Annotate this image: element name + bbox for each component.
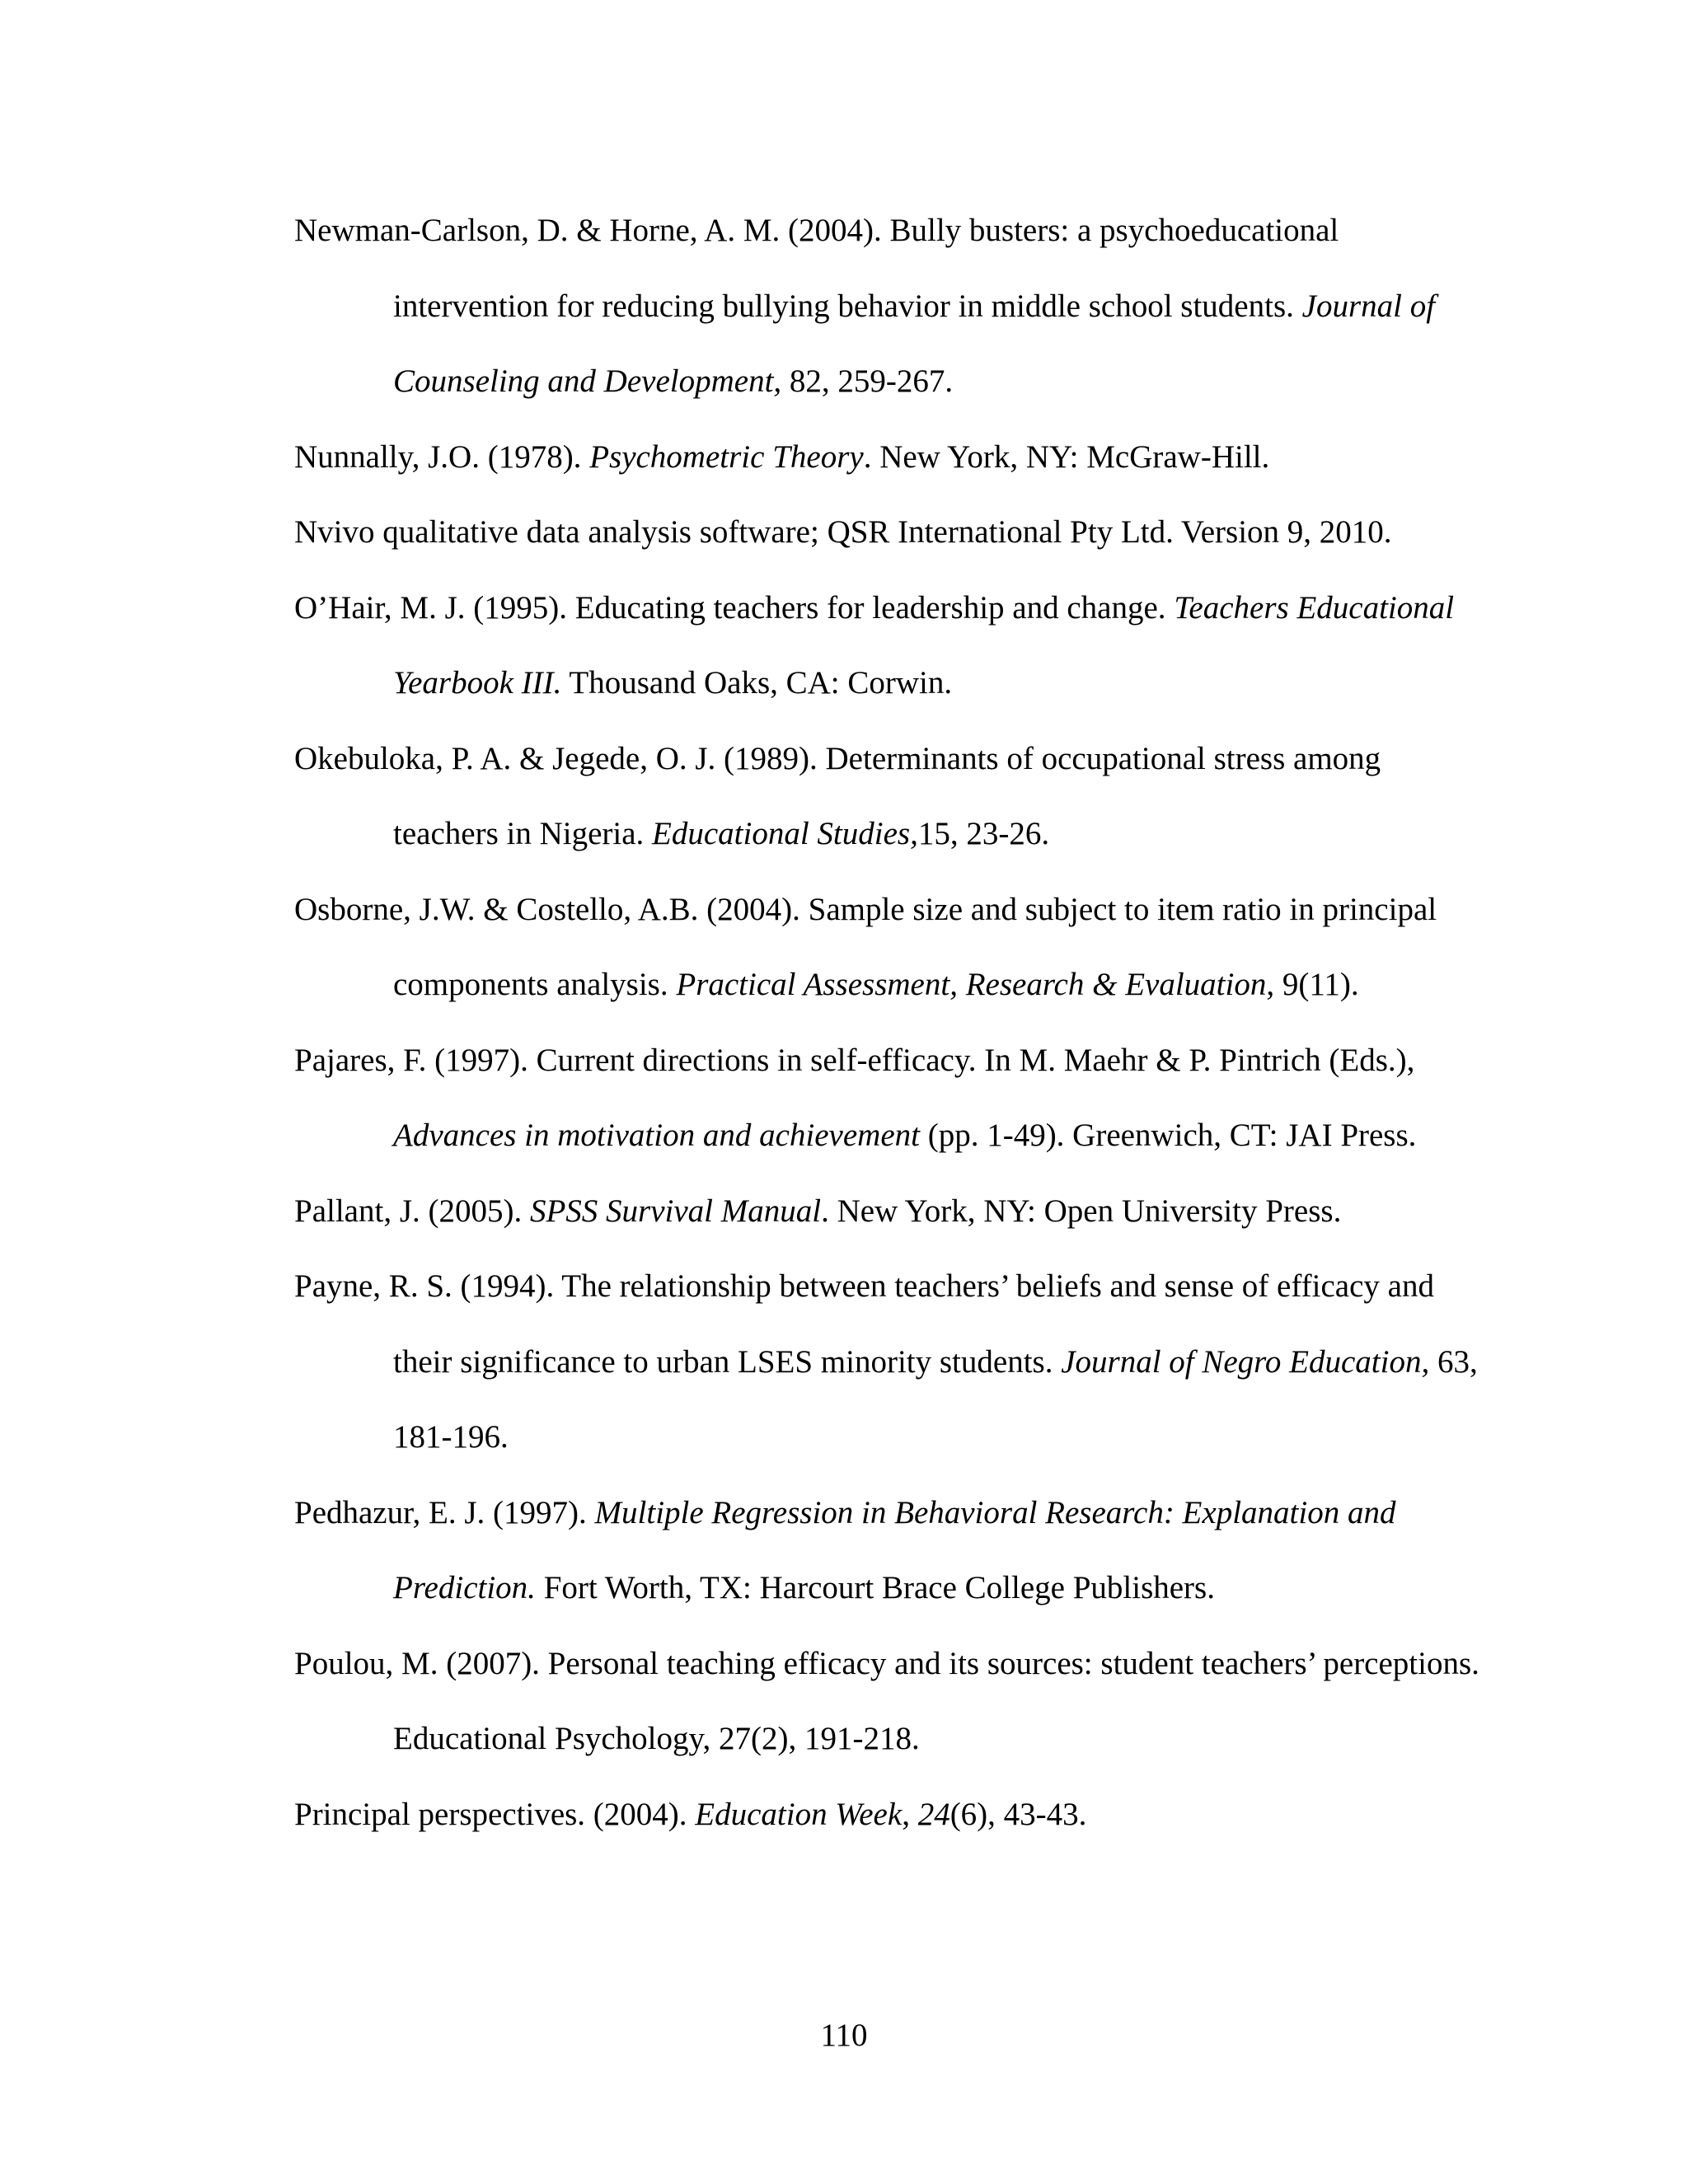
reference-text: . New York, NY: McGraw-Hill. bbox=[863, 438, 1270, 475]
reference-entry bbox=[294, 1777, 1481, 1853]
reference-entry bbox=[294, 721, 1481, 872]
reference-italic-text: Educational Studies, bbox=[652, 816, 918, 851]
reference-text: Pedhazur, E. J. (1997). bbox=[294, 1494, 595, 1530]
reference-text: Thousand Oaks, CA: Corwin. bbox=[561, 665, 953, 701]
reference-entry bbox=[294, 1475, 1481, 1626]
reference-text: 82, 259-267. bbox=[781, 363, 954, 399]
reference-italic-text: Practical Assessment, Research & Evaluation bbox=[676, 967, 1267, 1002]
reference-entry bbox=[294, 1023, 1481, 1174]
reference-text: Pajares, F. (1997). Current directions in self-efficacy. In M. Maehr & P. Pintrich (Eds.), bbox=[294, 1042, 1415, 1078]
reference-entry bbox=[294, 570, 1481, 721]
reference-italic-text: Psychometric Theory bbox=[589, 438, 864, 475]
reference-text: Payne, R. S. (1994). The relationship between teachers’ beliefs and sense of efficacy and their significance to urban LSES minority students. bbox=[294, 1268, 1434, 1380]
reference-italic-text: 24 bbox=[917, 1796, 950, 1832]
reference-text: , bbox=[902, 1796, 918, 1832]
reference-entry bbox=[294, 419, 1481, 495]
reference-text: 15, 23-26. bbox=[917, 816, 1050, 851]
reference-italic-text: Education Week bbox=[695, 1796, 903, 1832]
reference-text: Okebuloka, P. A. & Jegede, O. J. (1989). Determinants of occupational stress among teachers in Nigeria. bbox=[294, 740, 1381, 851]
reference-italic-text: SPSS Survival Manual bbox=[529, 1193, 822, 1229]
reference-entry bbox=[294, 872, 1481, 1023]
reference-entry bbox=[294, 193, 1481, 419]
reference-entry bbox=[294, 1626, 1481, 1777]
reference-text: Principal perspectives. (2004). bbox=[294, 1796, 696, 1832]
reference-text: Nunnally, J.O. (1978). bbox=[294, 438, 590, 475]
reference-entry bbox=[294, 1174, 1481, 1249]
reference-list bbox=[294, 193, 1481, 1852]
reference-entry bbox=[294, 1249, 1481, 1475]
reference-text: Osborne, J.W. & Costello, A.B. (2004). Sample size and subject to item ratio in principal components analysis. bbox=[294, 891, 1437, 1002]
reference-italic-text: Advances in motivation and achievement bbox=[393, 1118, 920, 1153]
reference-text: Fort Worth, TX: Harcourt Brace College Publishers. bbox=[535, 1570, 1215, 1605]
reference-italic-text: Teachers Educational Yearbook III. bbox=[393, 589, 1455, 701]
reference-text: . New York, NY: Open University Press. bbox=[821, 1193, 1342, 1229]
reference-italic-text: Journal of Counseling and Development, bbox=[393, 288, 1436, 399]
reference-text: Pallant, J. (2005). bbox=[294, 1193, 530, 1229]
reference-text: Newman-Carlson, D. & Horne, A. M. (2004). Bully busters: a psychoeducational intervention for reducing bullying behavior in middle school students. bbox=[294, 213, 1339, 324]
reference-text: (6), 43-43. bbox=[950, 1796, 1087, 1832]
reference-text: Poulou, M. (2007). Personal teaching efficacy and its sources: student teachers’ perceptions. Educational Psychology, 27(2), 191-218. bbox=[294, 1645, 1479, 1756]
reference-text: , 9(11). bbox=[1266, 967, 1359, 1002]
reference-entry bbox=[294, 494, 1481, 570]
reference-text: 63, 181-196. bbox=[393, 1343, 1478, 1455]
reference-text: (pp. 1-49). Greenwich, CT: JAI Press. bbox=[919, 1118, 1417, 1153]
reference-text: Nvivo qualitative data analysis software; QSR International Pty Ltd. Version 9, 2010. bbox=[294, 514, 1392, 550]
page-number: 110 bbox=[820, 2018, 868, 2053]
reference-italic-text: Journal of Negro Education, bbox=[1061, 1343, 1430, 1380]
reference-italic-text: Multiple Regression in Behavioral Research: Explanation and Prediction. bbox=[393, 1494, 1396, 1605]
reference-text: O’Hair, M. J. (1995). Educating teachers for leadership and change. bbox=[294, 589, 1175, 626]
